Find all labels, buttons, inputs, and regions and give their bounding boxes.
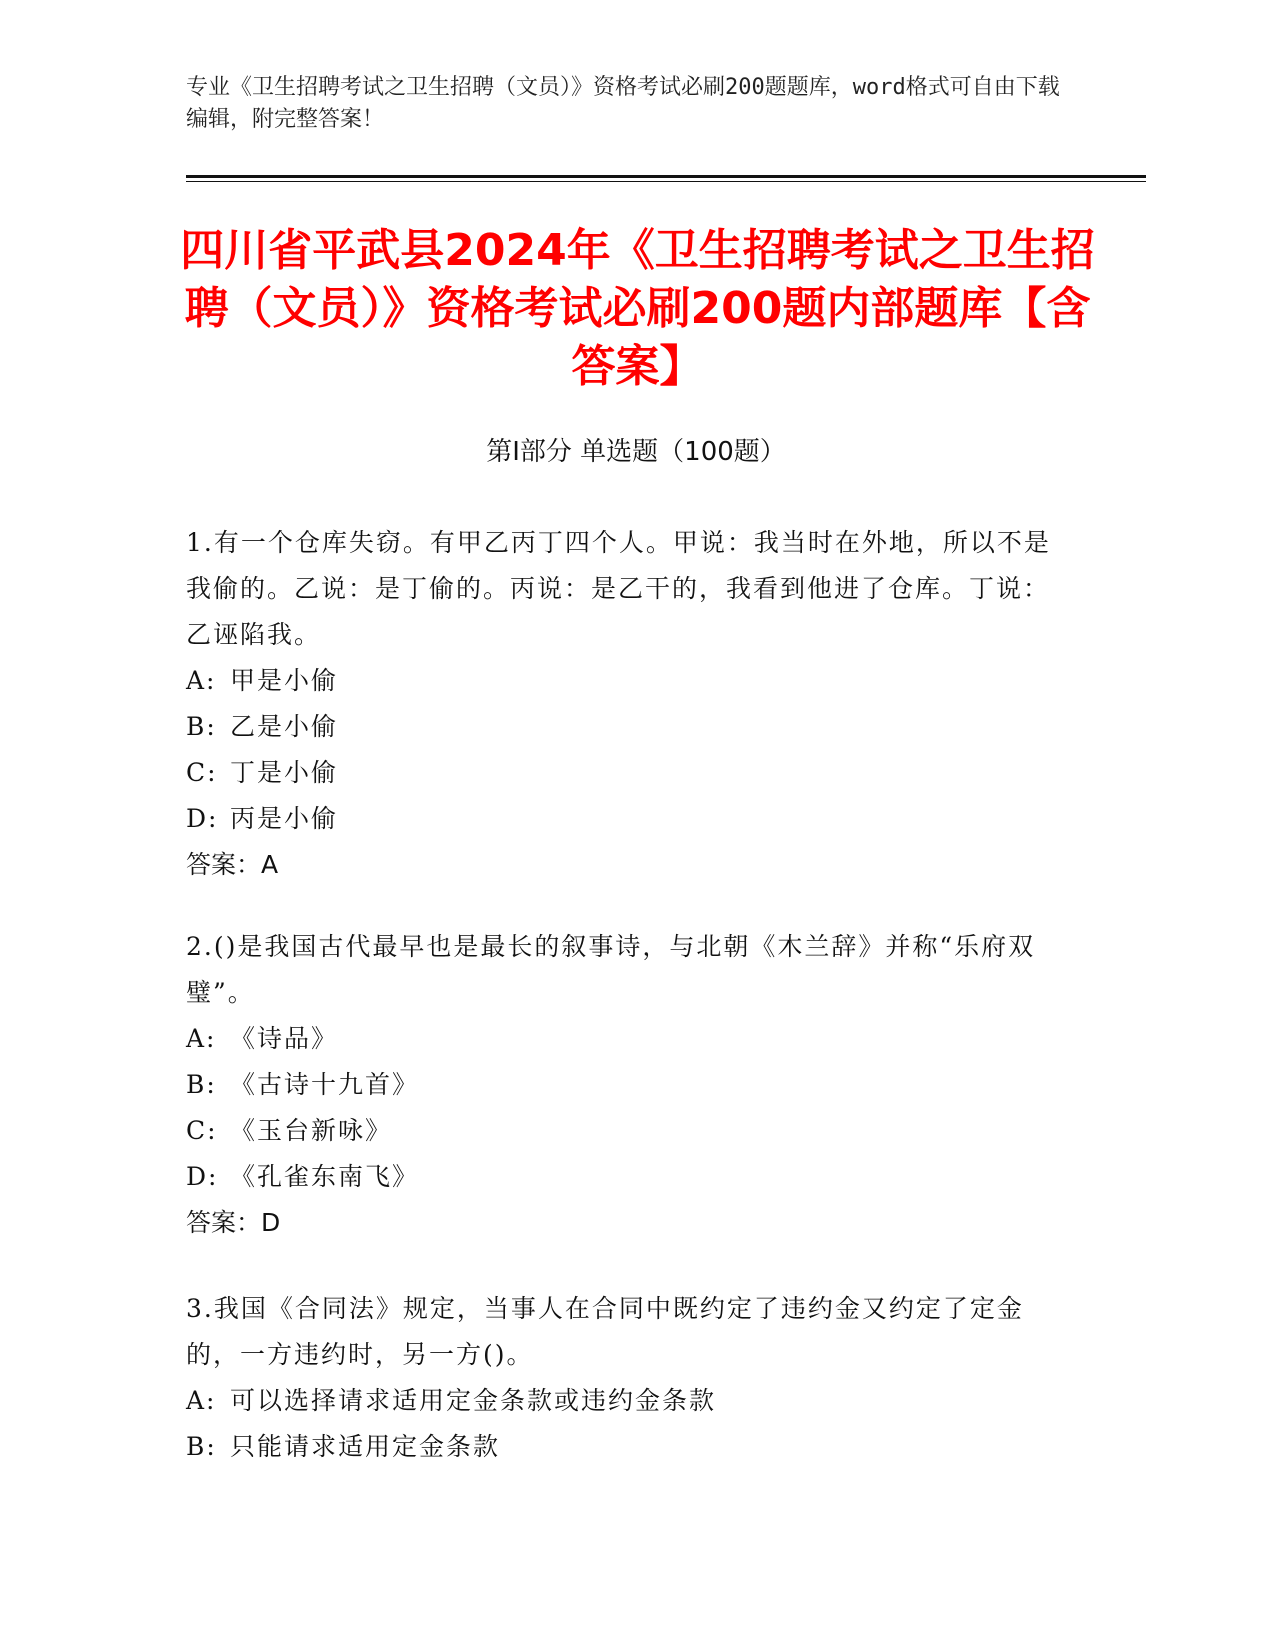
option-b: [186, 704, 1066, 750]
answer-line: 答案：D: [186, 1208, 281, 1237]
question-1: [186, 520, 1066, 888]
header-divider-thick: [186, 175, 1146, 178]
option-text: 乙是小偷: [230, 712, 339, 741]
option-letter: B:: [186, 1432, 217, 1461]
option-letter: A:: [186, 666, 217, 695]
option-text: 只能请求适用定金条款: [230, 1432, 501, 1461]
option-text: 甲是小偷: [230, 666, 339, 695]
option-text: 丙是小偷: [230, 804, 339, 833]
option-letter: B:: [186, 712, 217, 741]
option-a: [186, 658, 1066, 704]
document-title: 四川省平武县2024年《卫生招聘考试之卫生招聘（文员）》资格考试必刷200题内部题库【含答案】: [180, 225, 1095, 392]
option-a: [186, 1016, 1066, 1062]
option-text: 可以选择请求适用定金条款或违约金条款: [230, 1386, 717, 1415]
option-d: [186, 1154, 1066, 1200]
question-stem: 3.我国《合同法》规定，当事人在合同中既约定了违约金又约定了定金的，一方违约时，另一方()。: [186, 1294, 1024, 1369]
option-letter: B:: [186, 1070, 217, 1099]
header-divider-thin: [186, 181, 1146, 182]
option-letter: D:: [186, 1162, 219, 1191]
option-b: [186, 1424, 1066, 1470]
question-2: [186, 924, 1066, 1246]
option-d: [186, 796, 1066, 842]
question-stem: 2.()是我国古代最早也是最长的叙事诗，与北朝《木兰辞》并称“乐府双璧”。: [186, 932, 1036, 1007]
option-text: 《孔雀东南飞》: [230, 1162, 420, 1191]
option-a: [186, 1378, 1066, 1424]
option-c: [186, 1108, 1066, 1154]
question-stem: 1.有一个仓库失窃。有甲乙丙丁四个人。甲说：我当时在外地，所以不是我偷的。乙说：是丁偷的。丙说：是乙干的，我看到他进了仓库。丁说：乙诬陷我。: [186, 528, 1051, 649]
option-text: 《诗品》: [230, 1024, 339, 1053]
option-text: 《古诗十九首》: [230, 1070, 420, 1099]
section-heading: 第Ⅰ部分 单选题（100题）: [486, 437, 786, 467]
header-note: 专业《卫生招聘考试之卫生招聘（文员）》资格考试必刷200题题库，word格式可自由下载编辑，附完整答案！: [186, 75, 1060, 132]
question-3: [186, 1286, 1066, 1470]
option-text: 《玉台新咏》: [230, 1116, 393, 1145]
option-letter: C:: [186, 1116, 218, 1145]
option-c: [186, 750, 1066, 796]
option-b: [186, 1062, 1066, 1108]
option-letter: D:: [186, 804, 219, 833]
answer-line: 答案：A: [186, 850, 279, 879]
option-letter: A:: [186, 1024, 217, 1053]
option-text: 丁是小偷: [230, 758, 339, 787]
option-letter: A:: [186, 1386, 217, 1415]
option-letter: C:: [186, 758, 218, 787]
